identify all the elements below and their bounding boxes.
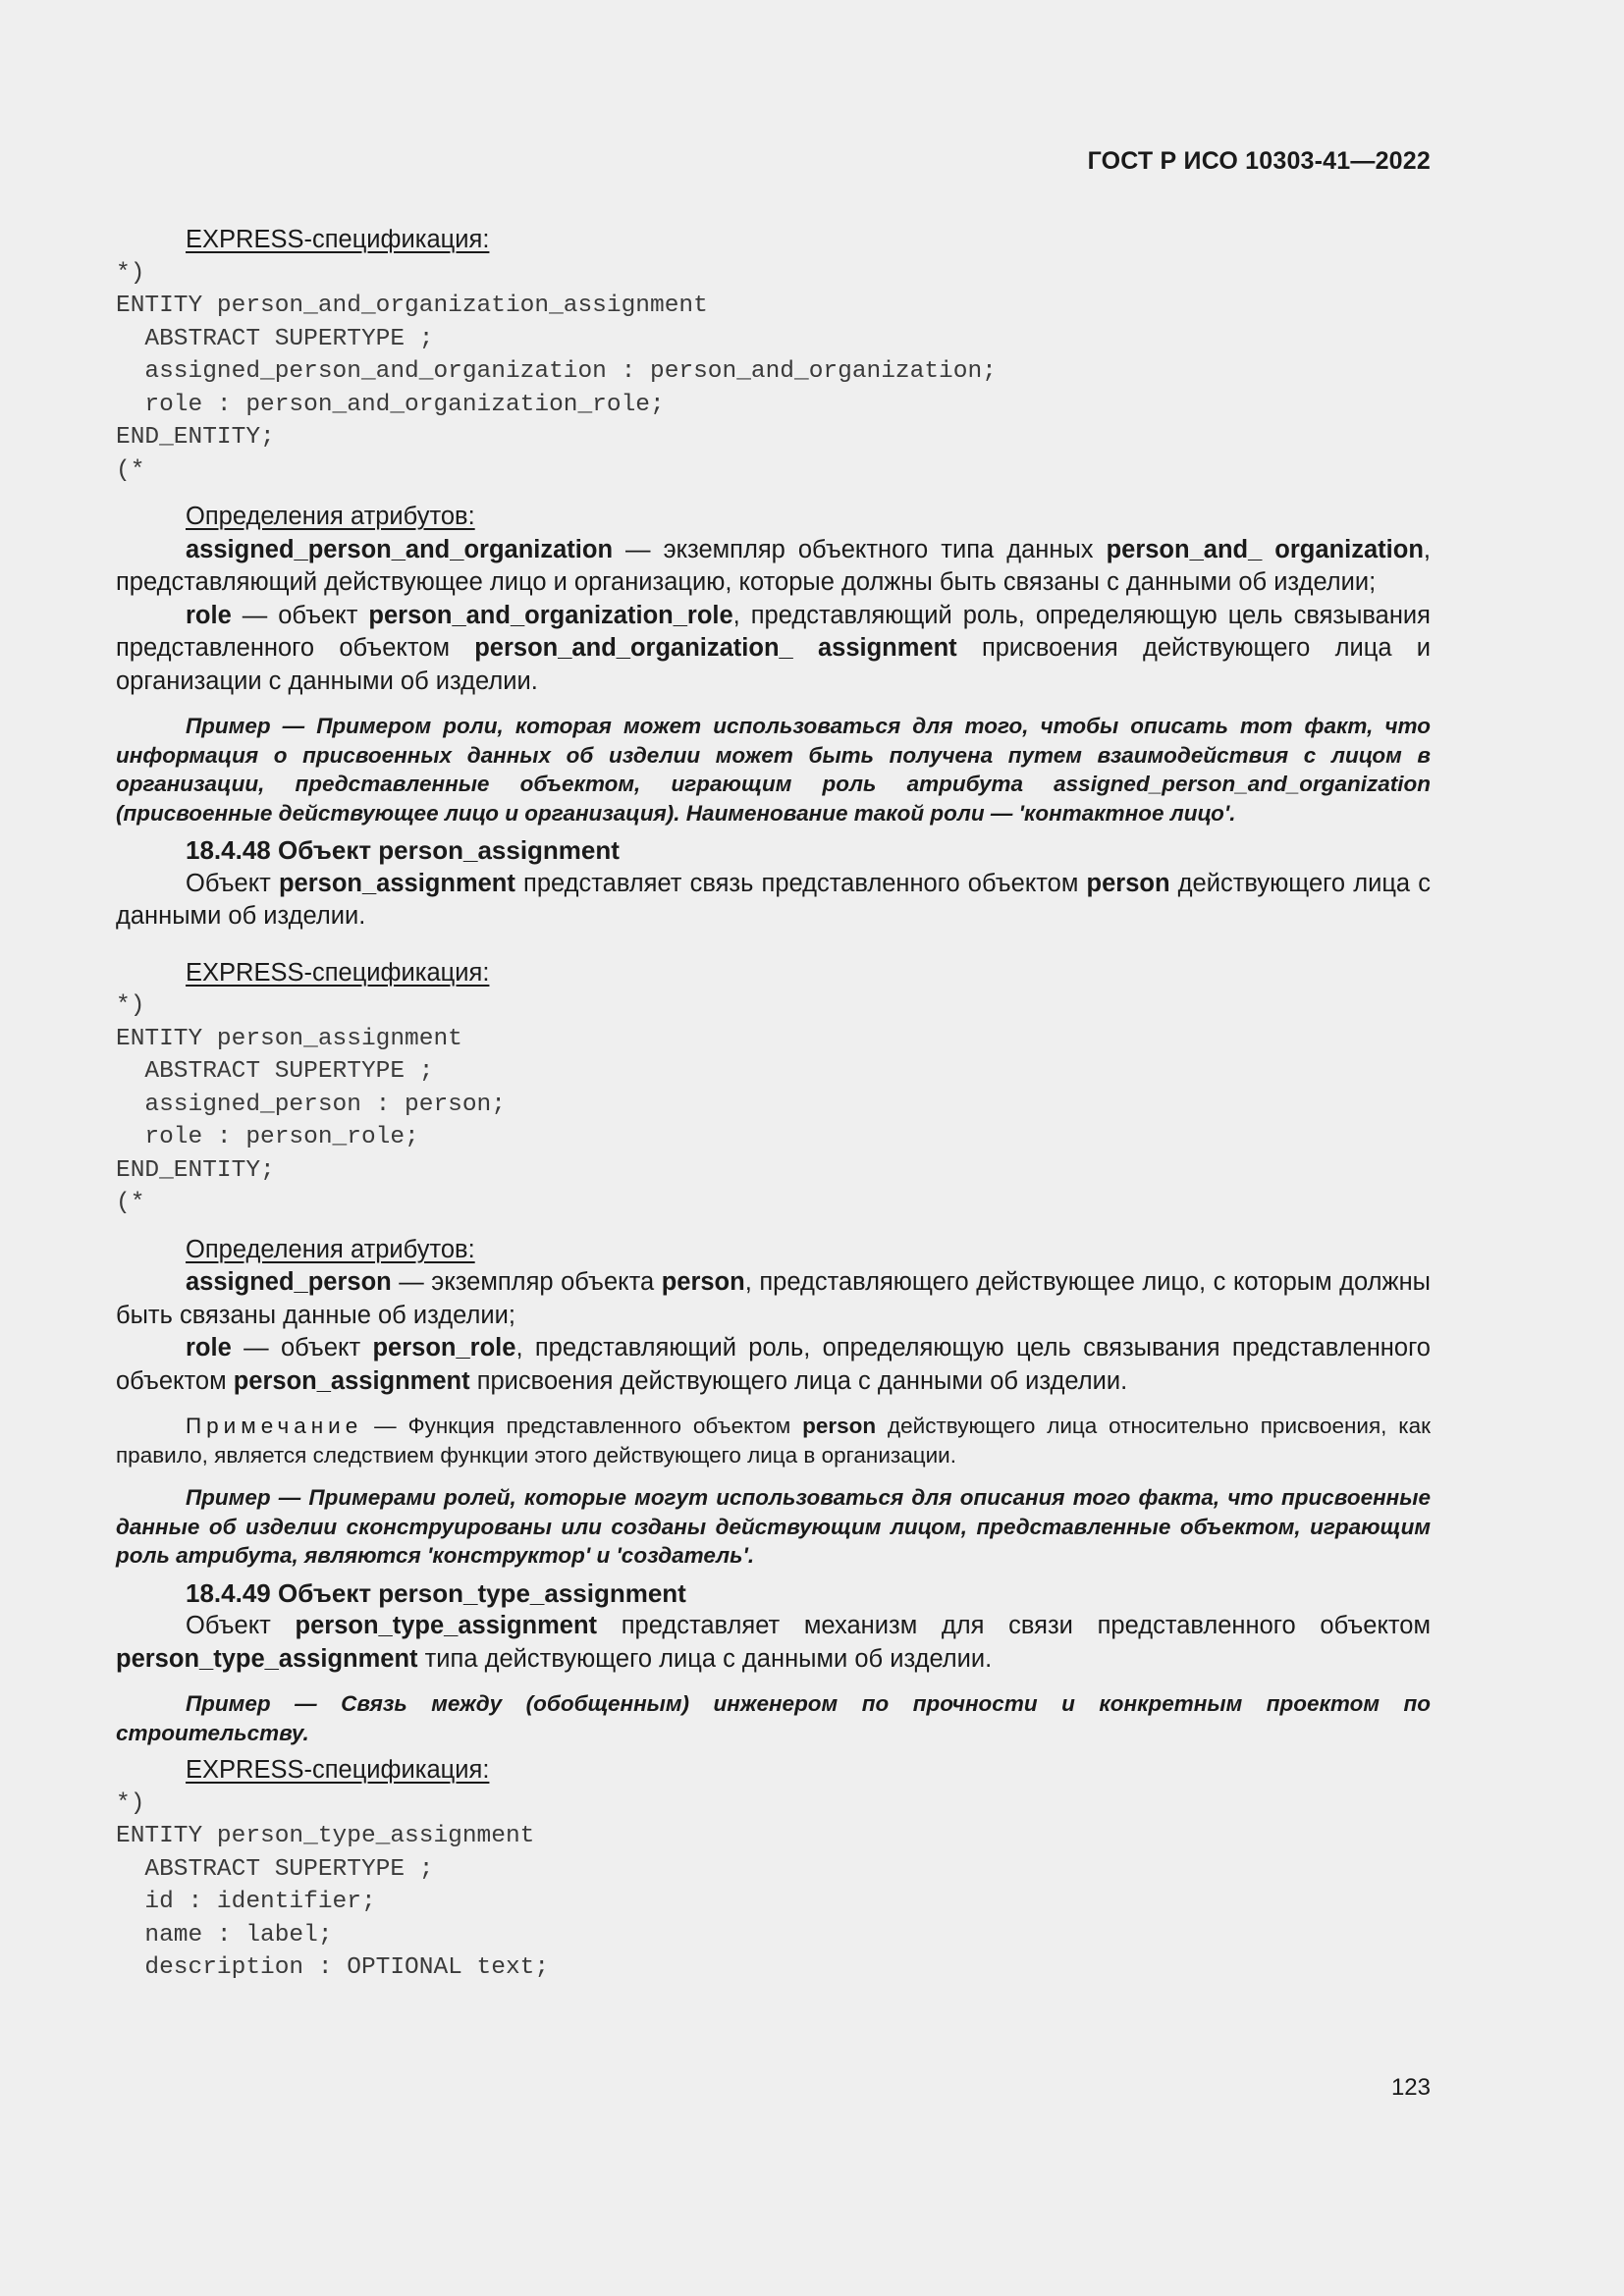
section-title: 18.4.49 Объект person_type_assignment	[186, 1577, 686, 1608]
code-line: ENTITY person_assignment	[116, 1025, 462, 1052]
code-line: END_ENTITY;	[116, 1156, 275, 1184]
code-comment-close: *)	[116, 992, 145, 1019]
code-line: name : label;	[116, 1921, 333, 1949]
example-paragraph: Пример — Примером роли, которая может использоваться для того, чтобы описать тот факт, что информация о присвоенных данных об изделии может быть получена путем взаимодействия с лицом в организации, представленные объектом, играющим роль атрибута assigned_person_and_organization (присвоенные действующее лицо и организация). Наименование такой роли — 'контактное лицо'.	[116, 714, 1431, 826]
code-comment-open: (*	[116, 1190, 145, 1216]
standard-header: ГОСТ Р ИСО 10303-41—2022	[1087, 147, 1431, 175]
code-line: assigned_person : person;	[116, 1091, 506, 1118]
code-line: assigned_person_and_organization : person_and_organization;	[116, 358, 997, 385]
attr-definition: assigned_person — экземпляр объекта person, представляющего действующее лицо, с которым должны быть связаны данные об изделии;	[116, 1268, 1431, 1329]
code-line: role : person_role;	[116, 1124, 419, 1150]
page-number: 123	[1390, 2074, 1431, 2101]
code-line: ABSTRACT SUPERTYPE ;	[116, 1855, 434, 1883]
code-line: ENTITY person_type_assignment	[116, 1823, 535, 1849]
code-line: role : person_and_organization_role;	[116, 391, 665, 418]
attr-definition: role — объект person_and_organization_role, представляющий роль, определяющую цель связывания представленного объектом person_and_organization_ assignment присвоения действующего лица и организации с данными об изделии.	[116, 601, 1431, 695]
section-title: 18.4.48 Объект person_assignment	[186, 835, 620, 865]
example-paragraph: Пример — Примерами ролей, которые могут использоваться для описания того факта, что присвоенные данные об изделии сконструированы или созданы действующим лицом, представленные объектом, играющим роль атрибута, являются 'конструктор' и 'создатель'.	[116, 1485, 1431, 1568]
express-spec-label: EXPRESS-спецификация:	[186, 1756, 490, 1784]
section-intro: Объект person_type_assignment представляет механизм для связи представленного объектом person_type_assignment типа действующего лица с данными об изделии.	[116, 1612, 1431, 1673]
code-comment-close: *)	[116, 259, 145, 287]
code-line: id : identifier;	[116, 1889, 376, 1915]
attr-defs-label: Определения атрибутов:	[186, 1235, 475, 1263]
page-content	[116, 224, 1431, 1985]
code-line: ABSTRACT SUPERTYPE ;	[116, 1058, 434, 1085]
code-comment-close: *)	[116, 1789, 145, 1817]
attr-definition: role — объект person_role, представляющий роль, определяющую цель связывания представленного объектом person_assignment присвоения действующего лица с данными об изделии.	[116, 1334, 1431, 1395]
code-line: END_ENTITY;	[116, 424, 275, 451]
attr-defs-label: Определения атрибутов:	[186, 503, 475, 530]
express-spec-label: EXPRESS-спецификация:	[186, 958, 490, 987]
code-line: ENTITY person_and_organization_assignment	[116, 293, 708, 319]
code-line: ABSTRACT SUPERTYPE ;	[116, 325, 434, 352]
express-spec-label: EXPRESS-спецификация:	[186, 226, 490, 253]
note-paragraph: Примечание — Функция представленного объектом person действующего лица относительно присвоения, как правило, является следствием функции этого действующего лица в организации.	[116, 1414, 1431, 1468]
example-paragraph: Пример — Связь между (обобщенным) инженером по прочности и конкретным проектом по строительству.	[116, 1691, 1431, 1745]
attr-definition: assigned_person_and_organization — экземпляр объектного типа данных person_and_ organization, представляющий действующее лицо и организацию, которые должны быть связаны с данными об изделии;	[116, 535, 1431, 596]
code-comment-open: (*	[116, 456, 145, 484]
section-intro: Объект person_assignment представляет связь представленного объектом person действующего лица с данными об изделии.	[116, 869, 1431, 930]
code-line: description : OPTIONAL text;	[116, 1954, 550, 1981]
